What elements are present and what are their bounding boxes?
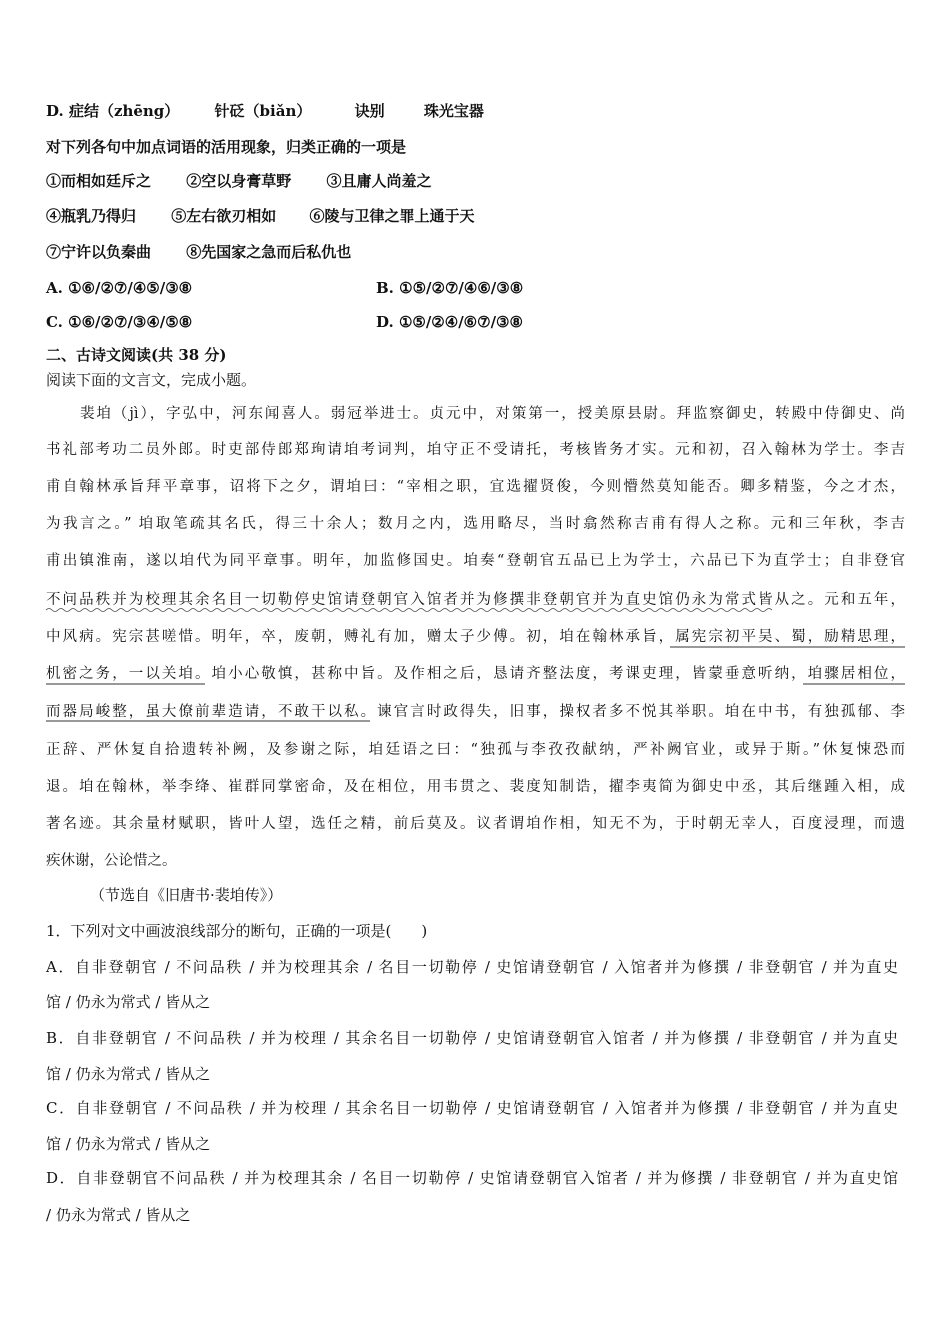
option-text: ①⑥/②⑦/③④/⑤⑧ bbox=[68, 313, 193, 331]
usage-item: ①而相如廷斥之 bbox=[46, 172, 152, 190]
wavy-underline bbox=[46, 609, 772, 612]
usage-item: ②空以身膏草野 bbox=[186, 172, 292, 190]
option-label: A. bbox=[46, 279, 63, 297]
passage-source: （节选自《旧唐书·裴垍传》） bbox=[90, 886, 283, 904]
option-label: D. bbox=[376, 313, 394, 331]
option-text: ①⑤/②⑦/④⑥/③⑧ bbox=[399, 279, 524, 297]
passage-line: 书礼部考功二员外郎。时吏部侍郎郑珣请垍考词判，垍守正不受请托，考核皆务才实。元和初，召入翰林为学士。李吉 bbox=[46, 442, 905, 458]
usage-item: ⑦宁许以负秦曲 bbox=[46, 243, 152, 261]
q1-option-c-line1: C．自非登朝官 / 不问品秩 / 并为校理 / 其余名目一切勒停 / 史馆请登朝官 / 入馆者并为修撰 / 非登朝官 / 并为直史 bbox=[46, 1099, 898, 1117]
passage-line: 中风病。宪宗甚嗟惜。明年，卒，废朝，赙礼有加，赠太子少傅。初，垍在翰林承旨，属宪宗初平吴、蜀，励精思理， bbox=[46, 629, 905, 645]
passage-line: 机密之务，一以关垍。垍小心敬慎，甚称中旨。及作相之后，恳请齐整法度，考课吏理，皆蒙垂意听纳，垍骤居相位， bbox=[46, 666, 905, 682]
q1-option-b-line2: 馆 / 仍永为常式 / 皆从之 bbox=[46, 1065, 211, 1083]
q1-option-d-line1: D．自非登朝官不问品秩 / 并为校理其余 / 名目一切勒停 / 史馆请登朝官入馆者 / 并为修撰 / 非登朝官 / 并为直史馆 bbox=[46, 1169, 898, 1187]
passage-line: 著名迹。其余量材赋职，皆叶人望，选任之精，前后莫及。议者谓垍作相，知无不为，于时朝无幸人，百度浸理，而遗 bbox=[46, 816, 905, 832]
option-item: 症结（zhēng） bbox=[68, 102, 180, 120]
q1-option-a-line2: 馆 / 仍永为常式 / 皆从之 bbox=[46, 993, 211, 1011]
option-item: 诀别 bbox=[354, 102, 385, 120]
passage-line: 而器局峻整，虽大僚前辈造请，不敢干以私。谏官言时政得失，旧事，操权者多不悦其举职。垍在中书，有独孤郁、李 bbox=[46, 704, 905, 720]
usage-item: ③且庸人尚羞之 bbox=[326, 172, 432, 190]
passage-line: 退。垍在翰林，举李绛、崔群同掌密命，及在相位，用韦贯之、裴度知制诰，擢李夷简为御史中丞，其后继踵入相，成 bbox=[46, 779, 905, 795]
usage-item: ④瓶乳乃得归 bbox=[46, 207, 137, 225]
passage-line: 不问品秩并为校理其余名目一切勒停史馆请登朝官入馆者并为修撰非登朝官并为直史馆仍永为常式皆从之。元和五年， bbox=[46, 592, 905, 608]
option-label: B. bbox=[376, 279, 394, 297]
passage-line: 甫出镇淮南，遂以垍代为同平章事。明年，加监修国史。垍奏“登朝官五品已上为学士，六品已下为直学士；自非登官 bbox=[46, 553, 905, 569]
passage-line: 正辞、严休复自拾遗转补阙，及参谢之际，垍廷语之曰：“独孤与李孜孜献纳，严补阙官业，或异于斯。”休复悚恐而 bbox=[46, 742, 905, 758]
q1-option-d-line2: / 仍永为常式 / 皆从之 bbox=[46, 1206, 191, 1224]
option-label: C. bbox=[46, 313, 63, 331]
option-label: D. bbox=[46, 102, 64, 120]
passage-line: 甫自翰林承旨拜平章事，诏将下之夕，谓垍曰：“宰相之职，宜选擢贤俊，今则懵然莫知能否。卿多精鉴，今之才杰， bbox=[46, 479, 905, 495]
usage-question-stem: 对下列各句中加点词语的活用现象，归类正确的一项是 bbox=[46, 138, 407, 156]
option-text: ①⑥/②⑦/④⑤/③⑧ bbox=[68, 279, 193, 297]
passage-line: 裴垍（jì），字弘中，河东闻喜人。弱冠举进士。贞元中，对策第一，授美原县尉。拜监察御史，转殿中侍御史、尚 bbox=[80, 406, 905, 422]
option-item: 针砭（biǎn） bbox=[214, 102, 312, 120]
option-item: 珠光宝器 bbox=[423, 102, 484, 120]
q1-option-c-line2: 馆 / 仍永为常式 / 皆从之 bbox=[46, 1135, 211, 1153]
q1-stem: 1．下列对文中画波浪线部分的断句，正确的一项是( ) bbox=[46, 922, 428, 940]
passage-line: 疾休谢，公论惜之。 bbox=[46, 853, 177, 869]
usage-item: ⑥陵与卫律之罪上通于天 bbox=[309, 207, 475, 225]
q1-option-b-line1: B．自非登朝官 / 不问品秩 / 并为校理 / 其余名目一切勒停 / 史馆请登朝官入馆者 / 并为修撰 / 非登朝官 / 并为直史 bbox=[46, 1029, 898, 1047]
section-instruction: 阅读下面的文言文，完成小题。 bbox=[46, 371, 257, 389]
q1-option-a-line1: A．自非登朝官 / 不问品秩 / 并为校理其余 / 名目一切勒停 / 史馆请登朝官 / 入馆者并为修撰 / 非登朝官 / 并为直史 bbox=[46, 958, 898, 976]
usage-item: ⑤左右欲刃相如 bbox=[171, 207, 277, 225]
usage-item: ⑧先国家之急而后私仇也 bbox=[186, 243, 352, 261]
option-text: ①⑤/②④/⑥⑦/③⑧ bbox=[398, 313, 523, 331]
section-title: 二、古诗文阅读(共 38 分) bbox=[46, 346, 227, 364]
passage-line: 为我言之。” 垍取笔疏其名氏，得三十余人；数月之内，选用略尽，当时翕然称吉甫有得人之称。元和三年秋，李吉 bbox=[46, 516, 905, 532]
